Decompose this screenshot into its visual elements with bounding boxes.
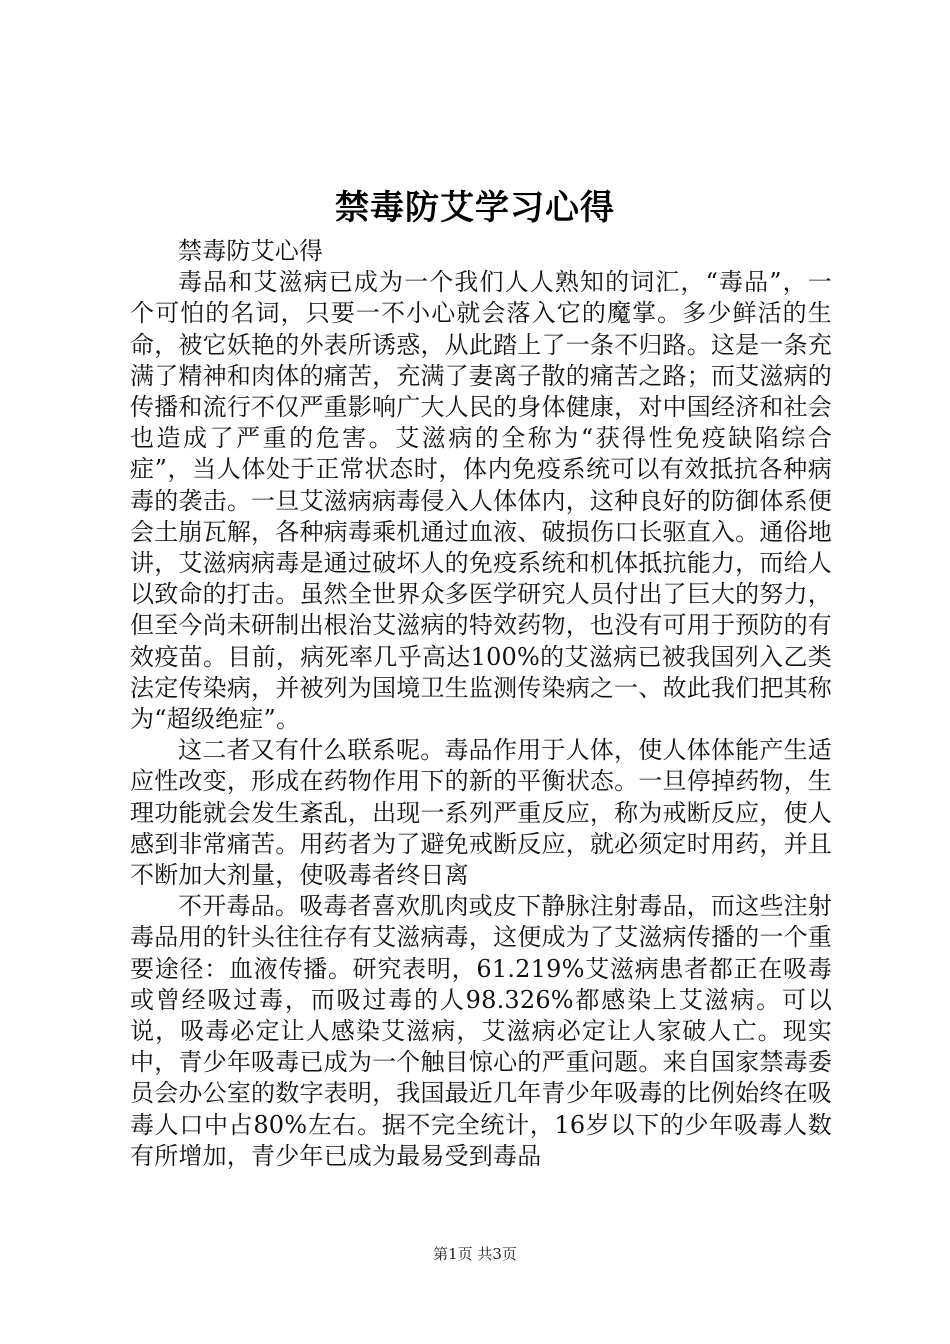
paragraph: 不开毒品。吸毒者喜欢肌肉或皮下静脉注射毒品，而这些注射毒品用的针头往往存有艾滋病毒，这便成为了艾滋病传播的一个重要途径：血液传播。研究表明，61.219%艾滋病患者都正在吸毒或曾经吸过毒，而吸过毒的人98.326%都感染上艾滋病。可以说，吸毒必定让人感染艾滋病，艾滋病必定让人家破人亡。现实中，青少年吸毒已成为一个触目惊心的严重问题。来自国家禁毒委员会办公室的数字表明，我国最近几年青少年吸毒的比例始终在吸毒人口中占80%左右。据不完全统计，16岁以下的少年吸毒人数有所增加，青少年已成为最易受到毒品 (130, 892, 832, 1170)
paragraph-subtitle: 禁毒防艾心得 (178, 237, 324, 265)
paragraph: 这二者又有什么联系呢。毒品作用于人体，使人体体能产生适应性改变，形成在药物作用下的新的平衡状态。一旦停掉药物，生理功能就会发生紊乱，出现一系列严重反应，称为戒断反应，使人感到非常痛苦。用药者为了避免戒断反应，就必须定时用药，并且不断加大剂量，使吸毒者终日离 (130, 736, 832, 890)
paragraph: 毒品和艾滋病已成为一个我们人人熟知的词汇，“毒品”，一个可怕的名词，只要一不小心就会落入它的魔掌。多少鲜活的生命，被它妖艳的外表所诱惑，从此踏上了一条不归路。这是一条充满了精神和肉体的痛苦，充满了妻离子散的痛苦之路；而艾滋病的传播和流行不仅严重影响广大人民的身体健康，对中国经济和社会也造成了严重的危害。艾滋病的全称为“获得性免疫缺陷综合症”，当人体处于正常状态时，体内免疫系统可以有效抵抗各种病毒的袭击。一旦艾滋病病毒侵入人体体内，这种良好的防御体系便会土崩瓦解，各种病毒乘机通过血液、破损伤口长驱直入。通俗地讲，艾滋病病毒是通过破坏人的免疫系统和机体抵抗能力，而给人以致命的打击。虽然全世界众多医学研究人员付出了巨大的努力，但至今尚未研制出根治艾滋病的特效药物，也没有可用于预防的有效疫苗。目前，病死率几乎高达100%的艾滋病已被我国列入乙类法定传染病，并被列为国境卫生监测传染病之一、故此我们把其称为“超级绝症”。 (130, 268, 832, 734)
document-title: 禁毒防艾学习心得 (335, 188, 615, 228)
page-number-footer: 第1页 共3页 (433, 1245, 517, 1263)
document-body (130, 236, 832, 1172)
